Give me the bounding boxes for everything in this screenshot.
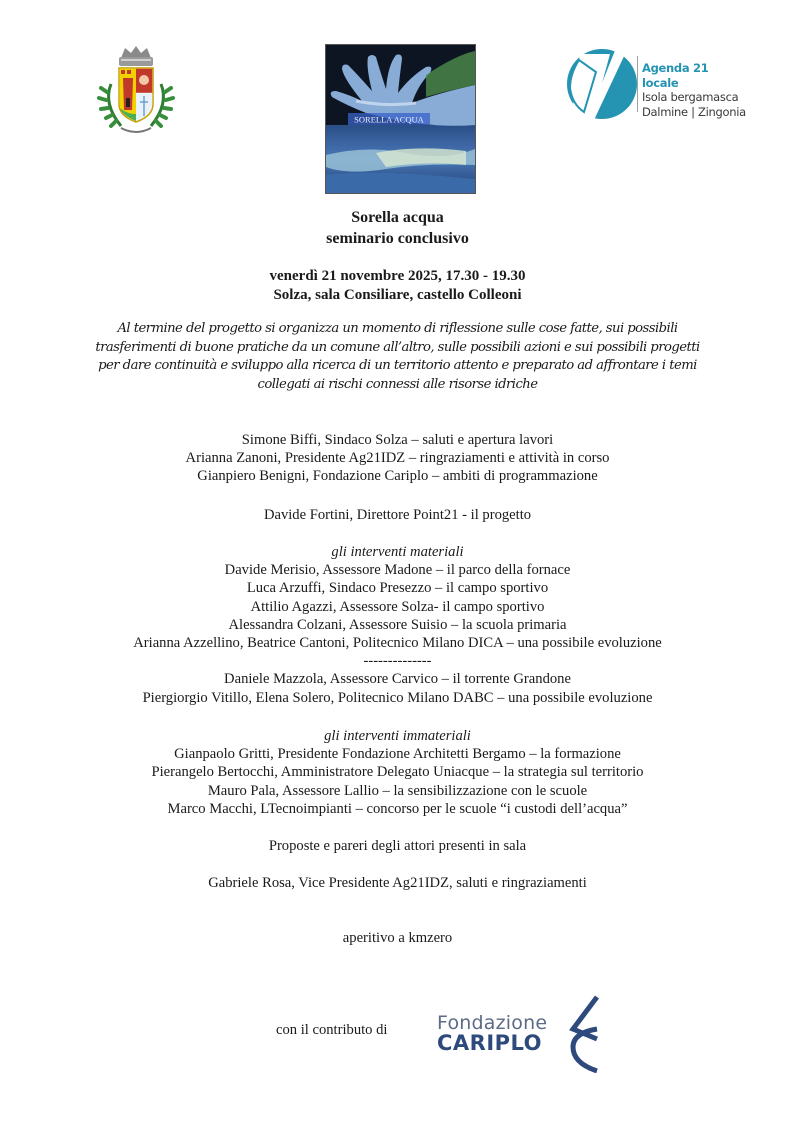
- intro-line: collegati ai rischi connessi alle risorse idriche: [257, 376, 538, 392]
- programme-item: Davide Merisio, Assessore Madone – il parco della fornace: [224, 562, 571, 579]
- programme-item: Luca Arzuffi, Sindaco Presezzo – il campo sportivo: [246, 580, 549, 597]
- agenda21-logo: [566, 48, 746, 120]
- separator: --------------: [363, 653, 432, 670]
- programme-item: Gianpaolo Gritti, Presidente Fondazione Architetti Bergamo – la formazione: [174, 746, 621, 763]
- programme-item: Piergiorgio Vitillo, Elena Solero, Politecnico Milano DABC – una possibile evoluzione: [142, 689, 653, 706]
- hand-in-water-artwork: [326, 45, 475, 193]
- event-date-time: venerdì 21 novembre 2025, 17.30 - 19.30: [269, 268, 526, 284]
- programme-item: Attilio Agazzi, Assessore Solza- il campo sportivo: [250, 598, 545, 615]
- closing-thanks: Gabriele Rosa, Vice Presidente Ag21IDZ, saluti e ringraziamenti: [208, 875, 587, 891]
- programme-item: Gianpiero Benigni, Fondazione Cariplo – ambiti di programmazione: [197, 468, 598, 485]
- agenda21-area: Isola bergamasca: [642, 90, 739, 104]
- programme-item: Mauro Pala, Assessore Lallio – la sensibilizzazione con le scuole: [207, 782, 588, 799]
- cariplo-name-line2: CARIPLO: [437, 1031, 543, 1055]
- agenda21-towns: Dalmine | Zingonia: [642, 104, 746, 119]
- sponsor-label: con il contributo di: [276, 1022, 388, 1038]
- agenda21-y-icon: [566, 48, 638, 120]
- cariplo-logo: [437, 1011, 607, 1077]
- title-line-1: Sorella acqua: [351, 209, 444, 226]
- intro-line: Al termine del progetto si organizza un momento di riflessione sulle cose fatte, sui possibili: [117, 321, 678, 336]
- agenda21-divider: [637, 56, 638, 112]
- title-line-2: seminario conclusivo: [326, 230, 469, 247]
- aperitivo-line: aperitivo a kmzero: [342, 930, 453, 946]
- intro-line: per dare continuità e sviluppo alla ricerca di un territorio attento e preparato ad affrontare i temi: [98, 358, 697, 373]
- cariplo-name-line1: Fondazione: [437, 1012, 548, 1034]
- immaterial-heading: gli interventi immateriali: [324, 728, 471, 744]
- immaterial-section: [0, 727, 795, 818]
- event-details: [0, 267, 795, 305]
- programme-item: Alessandra Colzani, Assessore Suisio – la scuola primaria: [228, 616, 567, 633]
- opening-speakers: [0, 431, 795, 486]
- agenda21-title: Agenda 21 locale: [642, 61, 709, 90]
- programme-item: Simone Biffi, Sindaco Solza – saluti e apertura lavori: [241, 432, 554, 448]
- cover-caption: SORELLA ACQUA: [354, 114, 424, 125]
- project-presentation: Davide Fortini, Direttore Point21 - il progetto: [263, 507, 532, 523]
- coat-of-arms-icon: [97, 44, 175, 138]
- proposals-line: Proposte e pareri degli attori presenti in sala: [268, 838, 527, 854]
- cover-image: [325, 44, 476, 194]
- programme-item: Arianna Zanoni, Presidente Ag21IDZ – ringraziamenti e attività in corso: [185, 450, 610, 467]
- intro-paragraph: [0, 320, 795, 394]
- material-section: [0, 543, 795, 707]
- material-heading: gli interventi materiali: [331, 544, 464, 560]
- event-location: Solza, sala Consiliare, castello Colleoni: [273, 287, 522, 303]
- cariplo-emblem-icon: [565, 995, 605, 1073]
- programme-item: Arianna Azzellino, Beatrice Cantoni, Politecnico Milano DICA – una possibile evoluzione: [133, 635, 662, 652]
- programme-item: Marco Macchi, LTecnoimpianti – concorso per le scuole “i custodi dell’acqua”: [167, 800, 628, 817]
- programme-item: Daniele Mazzola, Assessore Carvico – il torrente Grandone: [224, 671, 571, 688]
- page-title: [0, 207, 795, 249]
- municipality-coat-of-arms: [97, 44, 175, 138]
- intro-line: trasferimenti di buone pratiche da un comune all’altro, sulle possibili azioni e sui possibili progetti: [95, 339, 700, 355]
- programme-item: Pierangelo Bertocchi, Amministratore Delegato Uniacque – la strategia sul territorio: [151, 764, 644, 781]
